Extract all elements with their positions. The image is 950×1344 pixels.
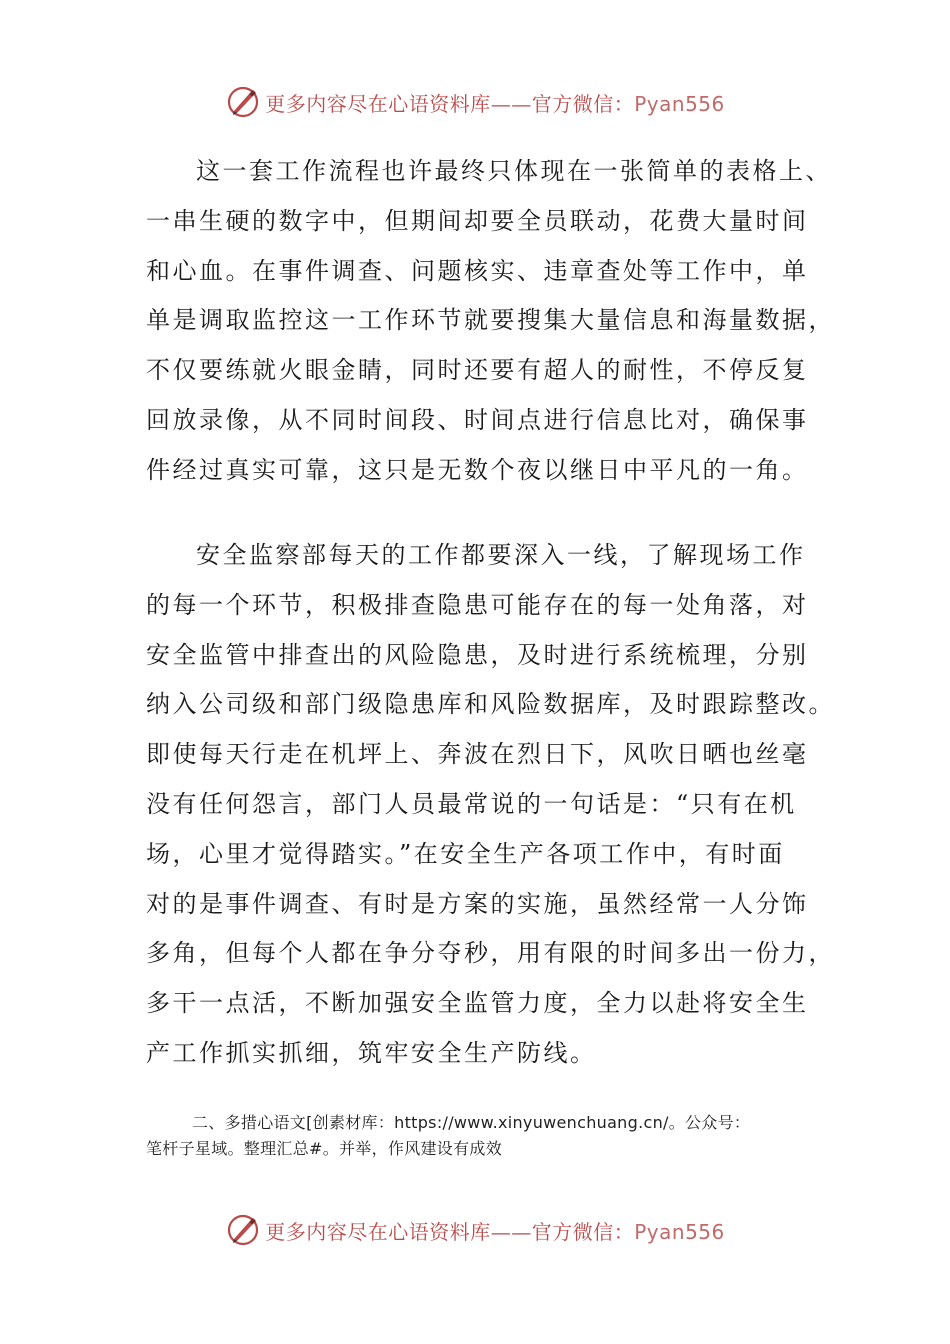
paragraph-line: 即使每天行走在机坪上、奔波在烈日下，风吹日晒也丝毫 [146,740,809,769]
header-banner [0,80,950,124]
paragraph-line: 一串生硬的数字中，但期间却要全员联动，花费大量时间 [146,206,809,235]
paragraph-line: 安全监管中排查出的风险隐患，及时进行系统梳理，分别 [146,640,809,669]
paragraph-1 [146,147,835,496]
paragraph-line: 件经过真实可靠，这只是无数个夜以继日中平凡的一角。 [146,455,809,484]
paragraph-line: 纳入公司级和部门级隐患库和风险数据库，及时跟踪整改。 [146,690,835,719]
paragraph-line: 多干一点活，不断加强安全监管力度，全力以赴将安全生 [146,989,809,1018]
paragraph-line: 多角，但每个人都在争分夺秒，用有限的时间多出一份力， [146,939,835,968]
paragraph-2 [146,531,835,1079]
paragraph-line: 场，心里才觉得踏实。”在安全生产各项工作中，有时面 [146,839,785,868]
paragraph-line: 产工作抓实抓细，筑牢安全生产防线。 [146,1038,597,1067]
paragraph-line: 的每一个环节，积极排查隐患可能存在的每一处角落，对 [146,590,809,619]
header-wechat-id: Pyan556 [634,91,725,116]
pen-circle-logo-icon [225,1212,261,1248]
paragraph-line: 不仅要练就火眼金睛，同时还要有超人的耐性，不停反复 [146,356,809,385]
note-line: 笔杆子星域。整理汇总#。并举，作风建设有成效 [146,1139,503,1158]
pen-circle-logo-icon [225,84,261,120]
note-line: 二、多措心语文[创素材库：https://www.xinyuwenchuang.cn/。公众号： [192,1113,751,1132]
paragraph-line: 和心血。在事件调查、问题核实、违章查处等工作中，单 [146,256,809,285]
paragraph-line: 这一套工作流程也许最终只体现在一张简单的表格上、 [196,157,832,185]
header-banner-text [265,88,725,117]
footer-banner-label: 更多内容尽在心语资料库——官方微信： [265,1219,635,1244]
footer-banner-text [265,1216,725,1245]
footer-wechat-id: Pyan556 [634,1219,725,1244]
section-note [146,1110,806,1162]
paragraph-line: 对的是事件调查、有时是方案的实施，虽然经常一人分饰 [146,889,809,918]
paragraph-line: 单是调取监控这一工作环节就要搜集大量信息和海量数据， [146,306,835,335]
paragraph-line: 安全监察部每天的工作都要深入一线，了解现场工作 [196,541,806,569]
paragraph-line: 回放录像，从不同时间段、时间点进行信息比对，确保事 [146,405,809,434]
paragraph-line: 没有任何怨言，部门人员最常说的一句话是：“只有在机 [146,789,797,818]
header-banner-label: 更多内容尽在心语资料库——官方微信： [265,91,635,116]
footer-banner [0,1208,950,1252]
